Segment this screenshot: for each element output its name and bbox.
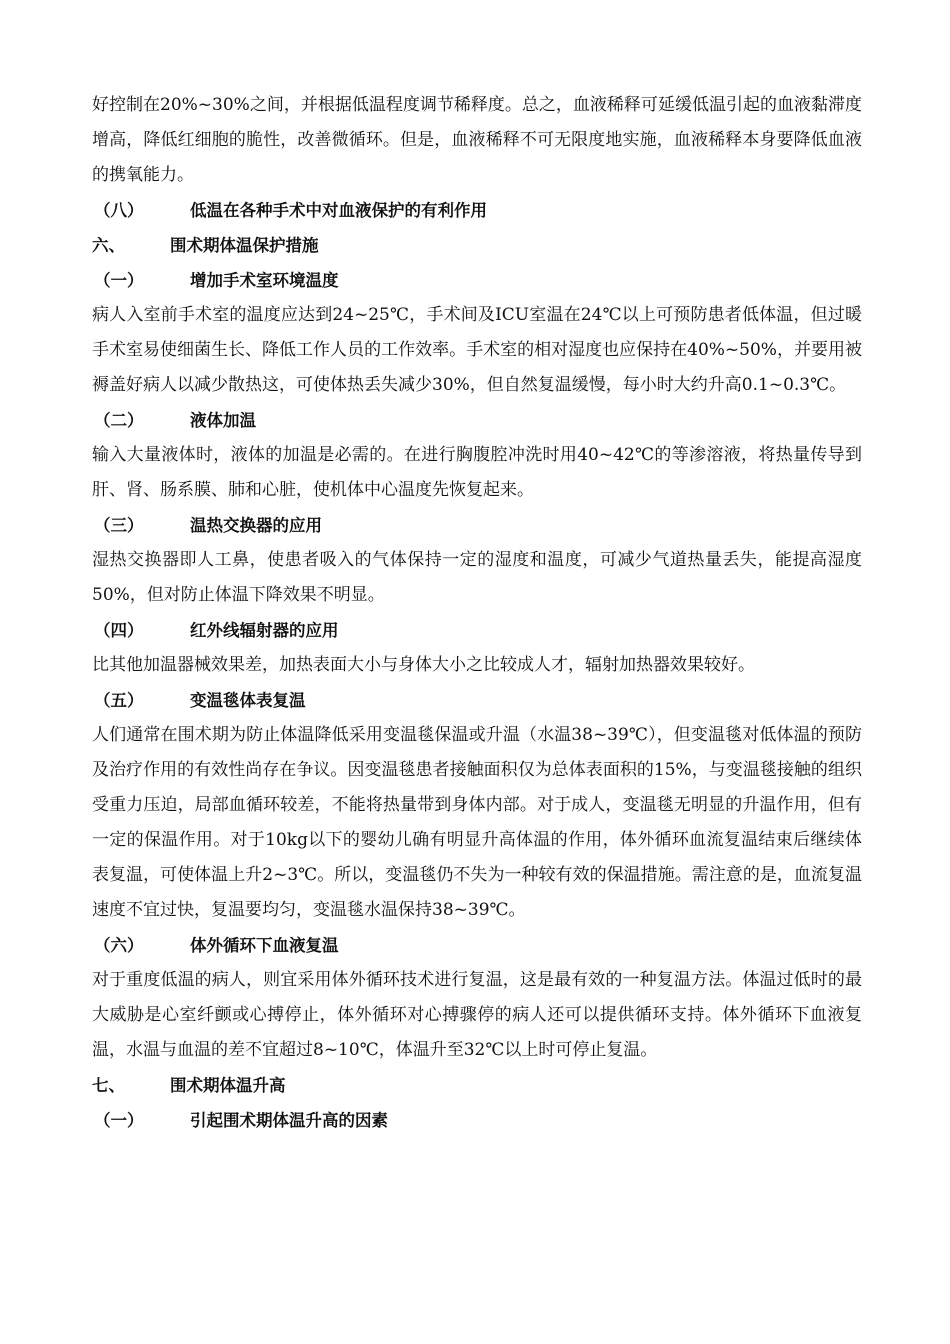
- heading-number: （一）: [94, 1111, 144, 1130]
- heading-number: （四）: [94, 621, 144, 640]
- heading-number: 六、: [92, 236, 125, 255]
- heading-number: （八）: [94, 201, 144, 220]
- heading-number: （三）: [94, 516, 144, 535]
- heading-number: （五）: [94, 691, 144, 710]
- section-heading: [92, 228, 862, 263]
- subsection-heading: [92, 403, 862, 438]
- subsection-heading: [92, 928, 862, 963]
- heading-title: 变温毯体表复温: [190, 691, 306, 710]
- document-page: [92, 88, 862, 1138]
- heading-title: 红外线辐射器的应用: [190, 621, 339, 640]
- body-paragraph: 对于重度低温的病人，则宜采用体外循环技术进行复温，这是最有效的一种复温方法。体温过低时的最大威胁是心室纤颤或心搏停止，体外循环对心搏骤停的病人还可以提供循环支持。体外循环下血液复温，水温与血温的差不宜超过8~10℃，体温升至32℃以上时可停止复温。: [92, 970, 862, 1060]
- heading-title: 增加手术室环境温度: [190, 271, 339, 290]
- heading-number: 七、: [92, 1076, 125, 1095]
- subsection-heading: [92, 508, 862, 543]
- body-paragraph: 湿热交换器即人工鼻，使患者吸入的气体保持一定的湿度和温度，可减少气道热量丢失，能提高湿度50%，但对防止体温下降效果不明显。: [92, 550, 862, 605]
- subsection-heading: [92, 613, 862, 648]
- body-paragraph: 人们通常在围术期为防止体温降低采用变温毯保温或升温（水温38~39℃），但变温毯对低体温的预防及治疗作用的有效性尚存在争议。因变温毯患者接触面积仅为总体表面积的15%，与变温毯接触的组织受重力压迫，局部血循环较差，不能将热量带到身体内部。对于成人，变温毯无明显的升温作用，但有一定的保温作用。对于10kg以下的婴幼儿确有明显升高体温的作用，体外循环血流复温结束后继续体表复温，可使体温上升2~3℃。所以，变温毯仍不失为一种较有效的保温措施。需注意的是，血流复温速度不宜过快，复温要均匀，变温毯水温保持38~39℃。: [92, 725, 862, 920]
- section-heading: [92, 1068, 862, 1103]
- subsection-heading: [92, 683, 862, 718]
- heading-number: （一）: [94, 271, 144, 290]
- heading-title: 低温在各种手术中对血液保护的有利作用: [190, 201, 487, 220]
- body-paragraph: 输入大量液体时，液体的加温是必需的。在进行胸腹腔冲洗时用40~42℃的等渗溶液，将热量传导到肝、肾、肠系膜、肺和心脏，使机体中心温度先恢复起来。: [92, 445, 862, 500]
- heading-number: （二）: [94, 411, 144, 430]
- heading-title: 围术期体温升高: [170, 1076, 286, 1095]
- heading-number: （六）: [94, 936, 144, 955]
- heading-title: 液体加温: [190, 411, 256, 430]
- heading-title: 围术期体温保护措施: [170, 236, 319, 255]
- body-paragraph: 好控制在20%~30%之间，并根据低温程度调节稀释度。总之，血液稀释可延缓低温引起的血液黏滞度增高，降低红细胞的脆性，改善微循环。但是，血液稀释不可无限度地实施，血液稀释本身要降低血液的携氧能力。: [92, 95, 862, 185]
- subsection-heading: [92, 1103, 862, 1138]
- body-paragraph: 病人入室前手术室的温度应达到24~25℃，手术间及ICU室温在24℃以上可预防患者低体温，但过暖手术室易使细菌生长、降低工作人员的工作效率。手术室的相对湿度也应保持在40%~50%，并要用被褥盖好病人以减少散热这，可使体热丢失减少30%，但自然复温缓慢，每小时大约升高0.1~0.3℃。: [92, 305, 862, 395]
- subsection-heading: [92, 193, 862, 228]
- subsection-heading: [92, 263, 862, 298]
- heading-title: 体外循环下血液复温: [190, 936, 339, 955]
- heading-title: 温热交换器的应用: [190, 516, 322, 535]
- heading-title: 引起围术期体温升高的因素: [190, 1111, 388, 1130]
- body-paragraph: 比其他加温器械效果差，加热表面大小与身体大小之比较成人才，辐射加热器效果较好。: [92, 655, 755, 675]
